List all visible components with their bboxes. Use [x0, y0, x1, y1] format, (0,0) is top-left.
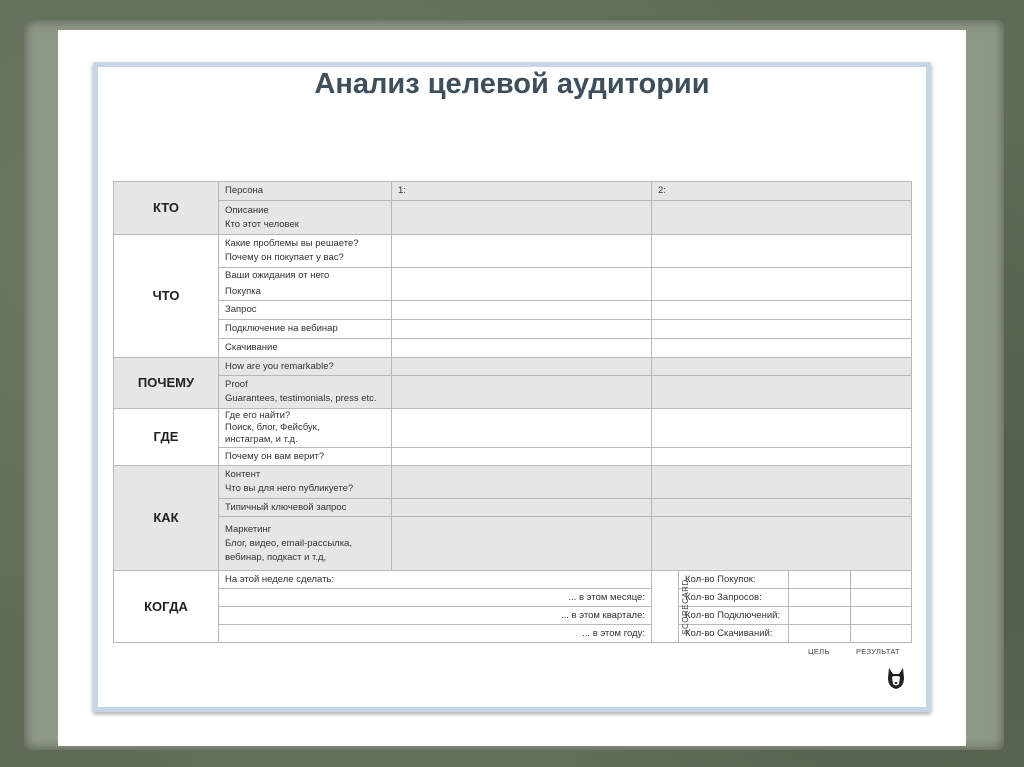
table-row: [114, 301, 912, 320]
audience-table: [113, 181, 912, 643]
plan-year[interactable]: ... в этом году:: [219, 625, 652, 643]
purchases-result-cell[interactable]: [851, 571, 912, 589]
table-row: [114, 268, 912, 285]
table-row: [114, 499, 912, 517]
row-label-where: Где его найти? Поиск, блог, Фейсбук, инстаграм, и т.д.: [219, 409, 392, 448]
goal-column-label: ЦЕЛЬ: [808, 647, 830, 656]
row-label-expectations: Ваши ожидания от него: [219, 268, 392, 285]
row-label-request: Запрос: [219, 301, 392, 320]
section-when: КОГДА: [114, 571, 219, 643]
remarkable-cell-1[interactable]: [392, 358, 652, 376]
row-label-trust: Почему он вам верит?: [219, 448, 392, 466]
table-row: [114, 607, 912, 625]
table-row: [114, 339, 912, 358]
download-cell-1[interactable]: [392, 339, 652, 358]
table-row: [114, 448, 912, 466]
score-label-requests: Кол-во Запросов:: [679, 589, 789, 607]
section-how: КАК: [114, 466, 219, 571]
request-cell-2[interactable]: [652, 301, 912, 320]
download-cell-2[interactable]: [652, 339, 912, 358]
marketing-cell-1[interactable]: [392, 517, 652, 571]
webinar-cell-1[interactable]: [392, 320, 652, 339]
marketing-cell-2[interactable]: [652, 517, 912, 571]
remarkable-cell-2[interactable]: [652, 358, 912, 376]
table-row: [114, 376, 912, 409]
table-row: [114, 466, 912, 499]
scorecard-label: SCORECARD: [652, 571, 679, 643]
page-title: Анализ целевой аудитории: [314, 68, 710, 100]
requests-goal-cell[interactable]: [789, 589, 851, 607]
table-row: [114, 409, 912, 448]
content-cell-1[interactable]: [392, 466, 652, 499]
score-label-purchases: Кол-во Покупок:: [679, 571, 789, 589]
plan-week[interactable]: На этой неделе сделать:: [219, 571, 652, 589]
expectations-cell-2[interactable]: [652, 268, 912, 301]
score-label-connections: Кол-во Подключений:: [679, 607, 789, 625]
row-label-keyword: Типичный ключевой запрос: [219, 499, 392, 517]
section-who: КТО: [114, 182, 219, 235]
problems-cell-1[interactable]: [392, 235, 652, 268]
section-where: ГДЕ: [114, 409, 219, 466]
downloads-result-cell[interactable]: [851, 625, 912, 643]
row-label-problems: Какие проблемы вы решаете? Почему он покупает у вас?: [219, 235, 392, 268]
table-row: [114, 358, 912, 376]
table-row: [114, 235, 912, 268]
proof-cell-1[interactable]: [392, 376, 652, 409]
row-label-download: Скачивание: [219, 339, 392, 358]
row-label-proof: Proof Guarantees, testimonials, press etc.: [219, 376, 392, 409]
description-cell-1[interactable]: [392, 201, 652, 235]
row-label-webinar: Подключение на вебинар: [219, 320, 392, 339]
score-label-downloads: Кол-во Скачиваний:: [679, 625, 789, 643]
request-cell-1[interactable]: [392, 301, 652, 320]
description-cell-2[interactable]: [652, 201, 912, 235]
table-row: [114, 571, 912, 589]
table-row: [114, 625, 912, 643]
plan-month[interactable]: ... в этом месяце:: [219, 589, 652, 607]
table-row: [114, 589, 912, 607]
where-cell-1[interactable]: [392, 409, 652, 448]
result-column-label: РЕЗУЛЬТАТ: [856, 647, 900, 656]
connections-result-cell[interactable]: [851, 607, 912, 625]
table-row: [114, 182, 912, 201]
row-label-persona: Персона: [219, 182, 392, 201]
table-row: [114, 320, 912, 339]
row-label-content: Контент Что вы для него публикуете?: [219, 466, 392, 499]
row-label-description: Описание Кто этот человек: [219, 201, 392, 235]
section-what: ЧТО: [114, 235, 219, 358]
problems-cell-2[interactable]: [652, 235, 912, 268]
persona-2-header: 2:: [652, 182, 912, 201]
keyword-cell-1[interactable]: [392, 499, 652, 517]
proof-cell-2[interactable]: [652, 376, 912, 409]
requests-result-cell[interactable]: [851, 589, 912, 607]
trust-cell-1[interactable]: [392, 448, 652, 466]
husky-logo-icon: [886, 666, 906, 690]
persona-1-header: 1:: [392, 182, 652, 201]
row-label-purchase: Покупка: [219, 284, 392, 301]
connections-goal-cell[interactable]: [789, 607, 851, 625]
table-row: [114, 517, 912, 571]
where-cell-2[interactable]: [652, 409, 912, 448]
purchases-goal-cell[interactable]: [789, 571, 851, 589]
downloads-goal-cell[interactable]: [789, 625, 851, 643]
row-label-remarkable: How are you remarkable?: [219, 358, 392, 376]
section-why: ПОЧЕМУ: [114, 358, 219, 409]
webinar-cell-2[interactable]: [652, 320, 912, 339]
plan-quarter[interactable]: ... в этом квартале:: [219, 607, 652, 625]
trust-cell-2[interactable]: [652, 448, 912, 466]
keyword-cell-2[interactable]: [652, 499, 912, 517]
row-label-marketing: Маркетинг Блог, видео, email-рассылка, вебинар, подкаст и т.д,: [219, 517, 392, 571]
content-cell-2[interactable]: [652, 466, 912, 499]
table-row: [114, 201, 912, 235]
expectations-cell-1[interactable]: [392, 268, 652, 301]
